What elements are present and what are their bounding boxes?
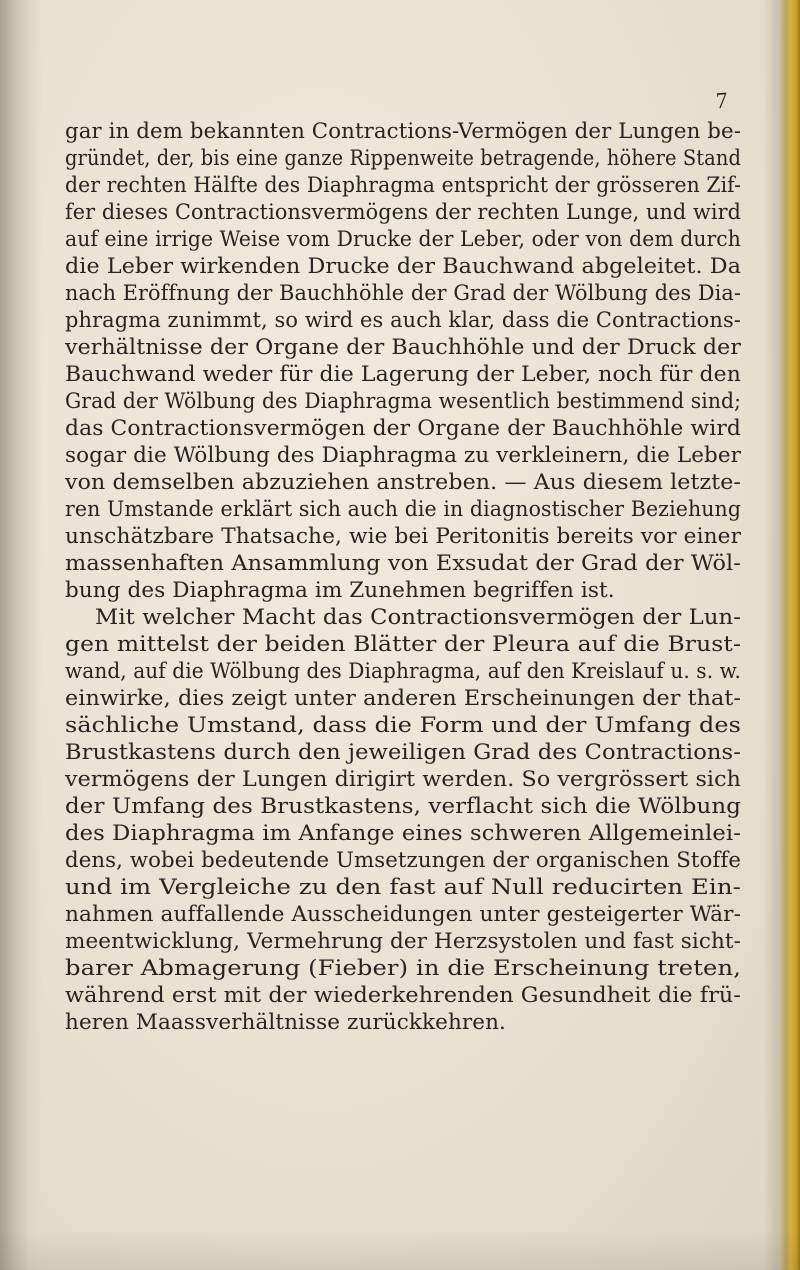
text-line: bung des Diaphragma im Zunehmen begriffen ist. <box>65 578 615 603</box>
text-line: meentwicklung, Vermehrung der Herzsystolen und fast sicht- <box>65 929 741 954</box>
text-line: gar in dem bekannten Contractions-Vermögen der Lungen be- <box>65 119 741 144</box>
text-line: dens, wobei bedeutende Umsetzungen der organischen Stoffe <box>65 848 741 873</box>
text-line: während erst mit der wiederkehrenden Gesundheit die frü- <box>65 983 741 1008</box>
text-line: einwirke, dies zeigt unter anderen Erscheinungen der that- <box>65 686 741 711</box>
text-line: der rechten Hälfte des Diaphragma entspricht der grösseren Zif- <box>65 173 742 198</box>
text-line: nach Eröffnung der Bauchhöhle der Grad der Wölbung des Dia- <box>65 281 741 306</box>
bottom-shadow <box>0 1230 800 1270</box>
text-line: ren Umstande erklärt sich auch die in diagnostischer Beziehung <box>65 497 742 522</box>
text-line: von demselben abzuziehen anstreben. — Aus diesem letzte- <box>65 470 741 495</box>
text-line: vermögens der Lungen dirigirt werden. So vergrössert sich <box>65 767 742 792</box>
text-line: heren Maassverhältnisse zurückkehren. <box>65 1010 506 1035</box>
text-line: und im Vergleiche zu den fast auf Null reducirten Ein- <box>65 875 741 900</box>
text-line: des Diaphragma im Anfange eines schweren Allgemeinlei- <box>65 821 741 846</box>
text-line: der Umfang des Brustkastens, verflacht sich die Wölbung <box>65 794 741 819</box>
text-line: sogar die Wölbung des Diaphragma zu verkleinern, die Leber <box>65 443 742 468</box>
text-line: barer Abmagerung (Fieber) in die Erscheinung treten, <box>65 956 742 981</box>
text-line: das Contractionsvermögen der Organe der Bauchhöhle wird <box>65 416 741 441</box>
text-line: auf eine irrige Weise vom Drucke der Leber, oder von dem durch <box>65 227 741 252</box>
text-line: phragma zunimmt, so wird es auch klar, dass die Contractions- <box>65 308 741 333</box>
binding-shadow <box>0 0 42 1270</box>
page-number: 7 <box>715 87 729 114</box>
text-line: Bauchwand weder für die Lagerung der Leber, noch für den <box>65 362 741 387</box>
text-line: Grad der Wölbung des Diaphragma wesentlich bestimmend sind; <box>65 389 742 414</box>
gilded-page-edge <box>778 0 800 1270</box>
text-line: gründet, der, bis eine ganze Rippenweite betragende, höhere Stand <box>65 146 742 171</box>
text-line: Brustkastens durch den jeweiligen Grad des Contractions- <box>65 740 741 765</box>
text-line: gen mittelst der beiden Blätter der Pleura auf die Brust- <box>65 632 741 657</box>
text-line: massenhaften Ansammlung von Exsudat der Grad der Wöl- <box>65 551 741 576</box>
text-line: fer dieses Contractionsvermögens der rechten Lunge, und wird <box>65 200 742 225</box>
text-line: nahmen auffallende Ausscheidungen unter gesteigerter Wär- <box>65 902 741 927</box>
text-line: Mit welcher Macht das Contractionsvermögen der Lun- <box>95 605 742 630</box>
text-line: unschätzbare Thatsache, wie bei Peritonitis bereits vor einer <box>65 524 742 549</box>
text-line: verhältnisse der Organe der Bauchhöhle und der Druck der <box>65 335 742 360</box>
text-line: wand, auf die Wölbung des Diaphragma, auf den Kreislauf u. s. w. <box>65 659 741 684</box>
text-line: sächliche Umstand, dass die Form und der Umfang des <box>65 713 741 738</box>
text-line: die Leber wirkenden Drucke der Bauchwand abgeleitet. Da <box>65 254 742 279</box>
